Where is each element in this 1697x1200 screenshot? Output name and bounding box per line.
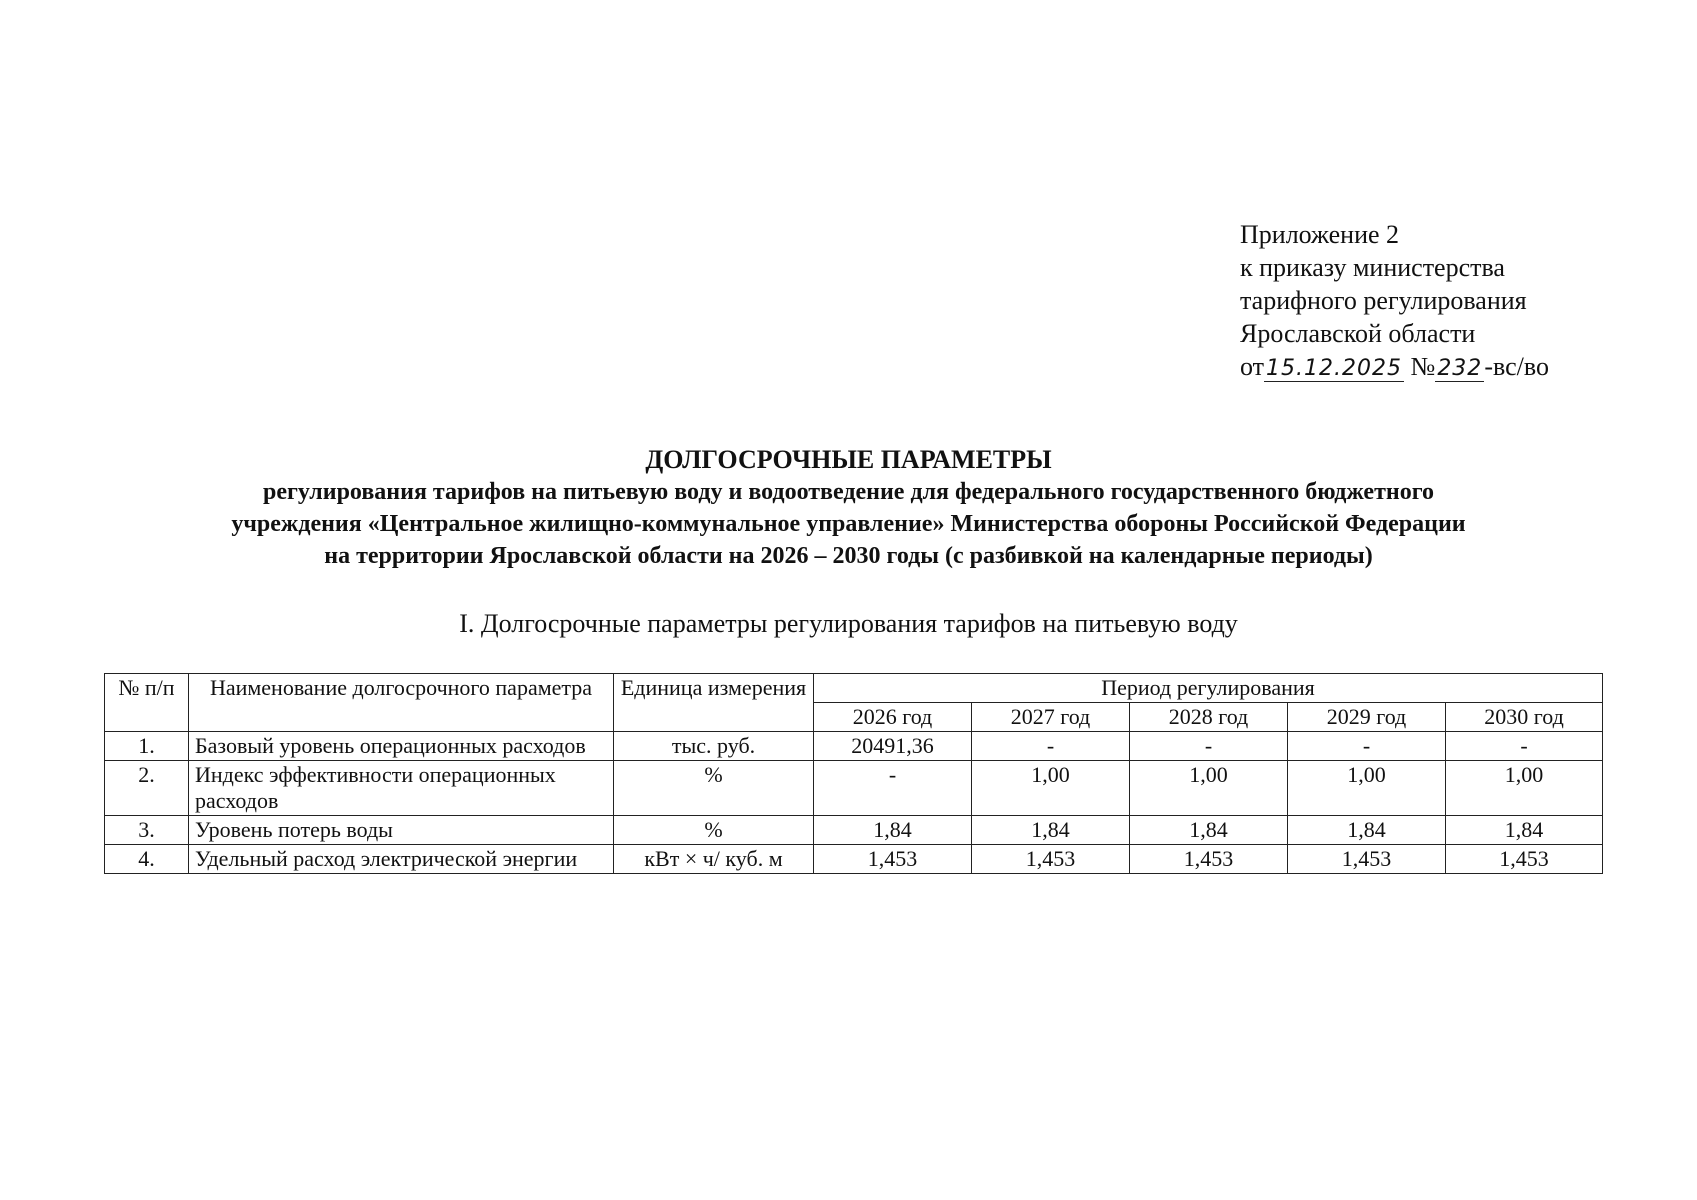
- row-value: -: [1130, 732, 1288, 761]
- table-row: [105, 761, 1603, 816]
- row-value: 1,84: [814, 816, 972, 845]
- row-value: 1,84: [972, 816, 1130, 845]
- row-number: 1.: [105, 732, 189, 761]
- title-main: ДОЛГОСРОЧНЫЕ ПАРАМЕТРЫ: [645, 445, 1052, 474]
- row-value: -: [1288, 732, 1446, 761]
- row-number: 3.: [105, 816, 189, 845]
- order-from-prefix: от: [1240, 352, 1265, 381]
- title-line: регулирования тарифов на питьевую воду и водоотведение для федерального государственного бюджетного: [262, 479, 1435, 505]
- row-value: 1,00: [1288, 761, 1446, 816]
- row-value: 1,84: [1446, 816, 1603, 845]
- row-value: -: [1446, 732, 1603, 761]
- header-year: 2030 год: [1446, 703, 1603, 732]
- title-line: учреждения «Центральное жилищно-коммунальное управление» Министерства обороны Российской Федерации: [231, 511, 1466, 537]
- row-unit: %: [614, 761, 814, 816]
- header-period: Период регулирования: [814, 674, 1603, 703]
- table-row: [105, 845, 1603, 874]
- table-header-row: [105, 674, 1603, 703]
- row-value: 20491,36: [814, 732, 972, 761]
- title-line: на территории Ярославской области на 2026 – 2030 годы (с разбивкой на календарные периоды): [324, 543, 1373, 569]
- row-parameter-name: Базовый уровень операционных расходов: [189, 732, 614, 761]
- row-unit: тыс. руб.: [614, 732, 814, 761]
- appendix-line: Приложение 2: [1240, 220, 1400, 249]
- header-unit: Единица измерения: [614, 674, 814, 732]
- row-value: 1,84: [1288, 816, 1446, 845]
- row-value: 1,84: [1130, 816, 1288, 845]
- row-number: 2.: [105, 761, 189, 816]
- row-value: -: [972, 732, 1130, 761]
- row-value: 1,453: [1130, 845, 1288, 874]
- header-year: 2029 год: [1288, 703, 1446, 732]
- row-value: 1,00: [972, 761, 1130, 816]
- row-value: 1,00: [1130, 761, 1288, 816]
- order-date: 15.12.2025: [1266, 356, 1402, 381]
- row-value: 1,453: [814, 845, 972, 874]
- row-value: 1,453: [972, 845, 1130, 874]
- row-unit: %: [614, 816, 814, 845]
- parameters-table: [104, 673, 1603, 874]
- row-parameter-name: Уровень потерь воды: [189, 816, 614, 845]
- header-year: 2027 год: [972, 703, 1130, 732]
- row-value: -: [814, 761, 972, 816]
- header-parameter-name: Наименование долгосрочного параметра: [189, 674, 614, 732]
- order-number: 232: [1437, 356, 1483, 381]
- document-title: [0, 444, 1697, 572]
- appendix-line: к приказу министерства: [1240, 253, 1505, 282]
- appendix-block: [1240, 218, 1549, 385]
- row-number: 4.: [105, 845, 189, 874]
- appendix-line: Ярославской области: [1240, 319, 1476, 348]
- section-heading: I. Долгосрочные параметры регулирования тарифов на питьевую воду: [459, 609, 1238, 638]
- order-suffix: -вс/во: [1484, 352, 1549, 381]
- table-row: [105, 732, 1603, 761]
- order-reference: [1240, 350, 1549, 385]
- header-number: № п/п: [105, 674, 189, 732]
- row-value: 1,00: [1446, 761, 1603, 816]
- row-parameter-name: Индекс эффективности операционных расходов: [189, 761, 614, 816]
- appendix-line: тарифного регулирования: [1240, 286, 1527, 315]
- header-year: 2026 год: [814, 703, 972, 732]
- table-row: [105, 816, 1603, 845]
- row-unit: кВт × ч/ куб. м: [614, 845, 814, 874]
- row-parameter-name: Удельный расход электрической энергии: [189, 845, 614, 874]
- row-value: 1,453: [1288, 845, 1446, 874]
- row-value: 1,453: [1446, 845, 1603, 874]
- order-number-sign: №: [1410, 352, 1436, 381]
- header-year: 2028 год: [1130, 703, 1288, 732]
